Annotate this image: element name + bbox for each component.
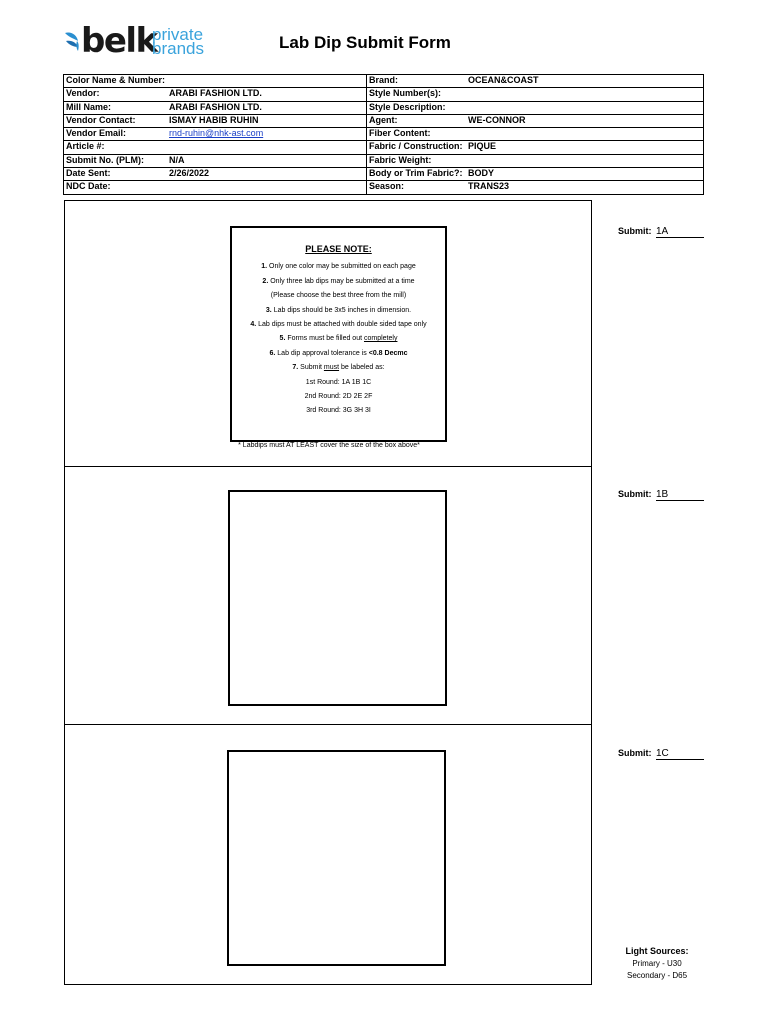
info-value [167, 141, 367, 154]
submit-panel-3 [64, 724, 592, 985]
info-label: Article #: [64, 141, 168, 154]
info-label: Color Name & Number: [64, 75, 168, 88]
note-line-1: 1. Only one color may be submitted on each page [261, 263, 416, 271]
info-value: WE-CONNOR [466, 114, 703, 127]
info-row [64, 75, 704, 88]
submit-value[interactable]: 1A [656, 226, 704, 238]
info-label: NDC Date: [64, 181, 168, 194]
note-line-2b: (Please choose the best three from the mill) [270, 292, 407, 300]
info-label: Body or Trim Fabric?: [367, 168, 467, 181]
note-line-4: 4. Lab dips must be attached with double sided tape only [250, 321, 427, 329]
info-value: PIQUE [466, 141, 703, 154]
info-row [64, 141, 704, 154]
light-sources [612, 945, 702, 983]
info-label: Vendor Contact: [64, 114, 168, 127]
info-label: Vendor Email: [64, 128, 168, 141]
note-line-3: 3. Lab dips should be 3x5 inches in dimension. [265, 306, 412, 314]
round-3: 3rd Round: 3G 3H 3I [306, 407, 371, 415]
info-label: Agent: [367, 114, 467, 127]
page-title: Lab Dip Submit Form [279, 33, 451, 52]
info-row [64, 101, 704, 114]
info-label: Fiber Content: [367, 128, 467, 141]
info-row [64, 154, 704, 167]
note-line-7: 7. Submit must be labeled as: [292, 364, 385, 372]
info-label: Vendor: [64, 88, 168, 101]
note-line-6: 6. Lab dip approval tolerance is <0.8 Decmc [269, 349, 408, 357]
info-value: TRANS23 [466, 181, 703, 194]
info-label: Brand: [367, 75, 467, 88]
submit-panel-2 [64, 466, 592, 725]
submit-field-2 [618, 489, 704, 501]
note-line-2: 2. Only three lab dips may be submitted at a time [262, 277, 415, 285]
info-label: Submit No. (PLM): [64, 154, 168, 167]
info-value: OCEAN&COAST [466, 75, 703, 88]
belk-logo [63, 21, 233, 62]
info-value [466, 154, 703, 167]
info-value [167, 181, 367, 194]
info-row [64, 168, 704, 181]
submit-label: Submit: [618, 489, 652, 499]
info-label: Style Number(s): [367, 88, 467, 101]
light-sources-heading: Light Sources: [625, 946, 689, 956]
info-row [64, 114, 704, 127]
info-row [64, 181, 704, 194]
round-2: 2nd Round: 2D 2E 2F [304, 393, 373, 401]
vendor-email-link[interactable]: rnd-ruhin@nhk-ast.com [169, 128, 264, 139]
info-value [167, 128, 367, 141]
info-table [63, 74, 704, 195]
please-note [232, 242, 445, 419]
submit-field-3 [618, 748, 704, 760]
info-value: BODY [466, 168, 703, 181]
info-value: 2/26/2022 [167, 168, 367, 181]
submit-field-1 [618, 226, 704, 238]
info-value [466, 128, 703, 141]
submit-value[interactable]: 1C [656, 748, 704, 760]
info-label: Style Description: [367, 101, 467, 114]
note-line-5: 5. Forms must be filled out completely [279, 335, 398, 343]
info-label: Mill Name: [64, 101, 168, 114]
light-secondary: Secondary - D65 [626, 971, 688, 980]
info-value: ARABI FASHION LTD. [167, 88, 367, 101]
labdip-box-3 [227, 750, 446, 966]
info-value [466, 101, 703, 114]
info-row [64, 88, 704, 101]
box-caption: * Labdips must AT LEAST cover the size of the box above* [238, 442, 420, 449]
logo-sub-text: private brands [152, 25, 204, 58]
submit-label: Submit: [618, 748, 652, 758]
info-label: Fabric Weight: [367, 154, 467, 167]
info-label: Season: [367, 181, 467, 194]
logo-brand-text: belk [81, 21, 157, 61]
info-value: ARABI FASHION LTD. [167, 101, 367, 114]
info-value: N/A [167, 154, 367, 167]
info-value [167, 75, 367, 88]
info-value [466, 88, 703, 101]
submit-panel-1 [64, 200, 592, 467]
please-note-heading: PLEASE NOTE: [305, 244, 372, 254]
please-note-box [230, 226, 447, 442]
info-label: Date Sent: [64, 168, 168, 181]
round-1: 1st Round: 1A 1B 1C [305, 378, 372, 386]
info-row [64, 128, 704, 141]
submit-value[interactable]: 1B [656, 489, 704, 501]
submit-label: Submit: [618, 226, 652, 236]
info-value: ISMAY HABIB RUHIN [167, 114, 367, 127]
light-primary: Primary - U30 [632, 958, 682, 968]
info-label: Fabric / Construction: [367, 141, 467, 154]
labdip-box-2 [228, 490, 447, 706]
